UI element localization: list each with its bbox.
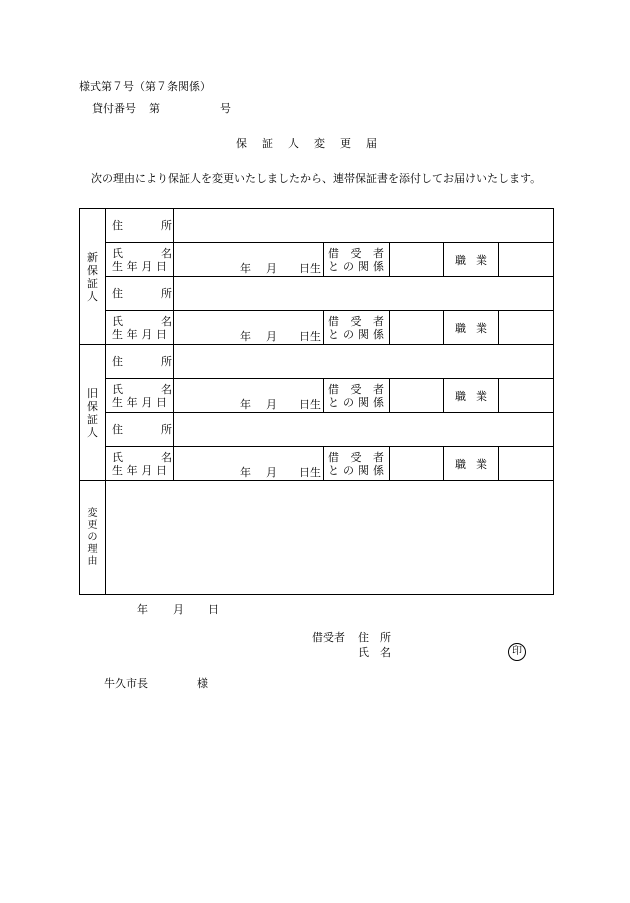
birth-date-field[interactable]: 年 月 日生 <box>174 243 324 277</box>
loan-number-label: 貸付番号 <box>92 102 136 115</box>
date-year: 年 <box>137 603 148 616</box>
guarantor-table <box>79 208 554 595</box>
address-field[interactable] <box>174 413 554 447</box>
borrower-label: 借受者 <box>312 631 345 644</box>
date-month: 月 <box>173 603 184 616</box>
birth-date-field[interactable]: 年 月 日生 <box>174 311 324 345</box>
relation-field[interactable] <box>390 379 444 413</box>
address-label: 住所 <box>106 413 174 447</box>
relation-label: 借受者 との関係 <box>324 447 390 481</box>
loan-number-prefix: 第 <box>149 102 160 115</box>
loan-number-suffix: 号 <box>220 102 231 115</box>
occupation-label: 職業 <box>444 243 499 277</box>
birth-date-field[interactable]: 年 月 日生 <box>174 447 324 481</box>
reason-label: 変更の理由 <box>80 481 106 595</box>
reason-field[interactable] <box>106 481 554 595</box>
relation-label: 借受者 との関係 <box>324 243 390 277</box>
borrower-name-label: 氏 名 <box>358 646 391 659</box>
birth-date-field[interactable]: 年 月 日生 <box>174 379 324 413</box>
body-text: 次の理由により保証人を変更いたしましたから、連帯保証書を添付してお届けいたします。 <box>91 172 542 185</box>
relation-field[interactable] <box>390 447 444 481</box>
address-label: 住所 <box>106 209 174 243</box>
address-field[interactable] <box>174 209 554 243</box>
occupation-label: 職業 <box>444 447 499 481</box>
occupation-field[interactable] <box>499 311 554 345</box>
relation-field[interactable] <box>390 243 444 277</box>
old-guarantor-label: 旧保証人 <box>80 345 106 481</box>
address-label: 住所 <box>106 277 174 311</box>
address-field[interactable] <box>174 345 554 379</box>
form-number: 様式第７号（第７条関係） <box>79 80 211 93</box>
occupation-field[interactable] <box>499 447 554 481</box>
occupation-field[interactable] <box>499 243 554 277</box>
honorific: 様 <box>197 677 208 690</box>
new-guarantor-label: 新保証人 <box>80 209 106 345</box>
date-day: 日 <box>208 603 219 616</box>
address-field[interactable] <box>174 277 554 311</box>
relation-field[interactable] <box>390 311 444 345</box>
borrower-address-label: 住 所 <box>358 631 391 644</box>
address-label: 住所 <box>106 345 174 379</box>
document-title: 保証人変更届 <box>236 137 392 150</box>
mayor-label: 牛久市長 <box>104 677 148 690</box>
relation-label: 借受者 との関係 <box>324 379 390 413</box>
occupation-field[interactable] <box>499 379 554 413</box>
name-birth-label: 氏名 生年月日 <box>106 379 174 413</box>
relation-label: 借受者 との関係 <box>324 311 390 345</box>
name-birth-label: 氏名 生年月日 <box>106 447 174 481</box>
seal-mark: 印 <box>508 643 526 661</box>
name-birth-label: 氏名 生年月日 <box>106 311 174 345</box>
name-birth-label: 氏名 生年月日 <box>106 243 174 277</box>
occupation-label: 職業 <box>444 379 499 413</box>
occupation-label: 職業 <box>444 311 499 345</box>
